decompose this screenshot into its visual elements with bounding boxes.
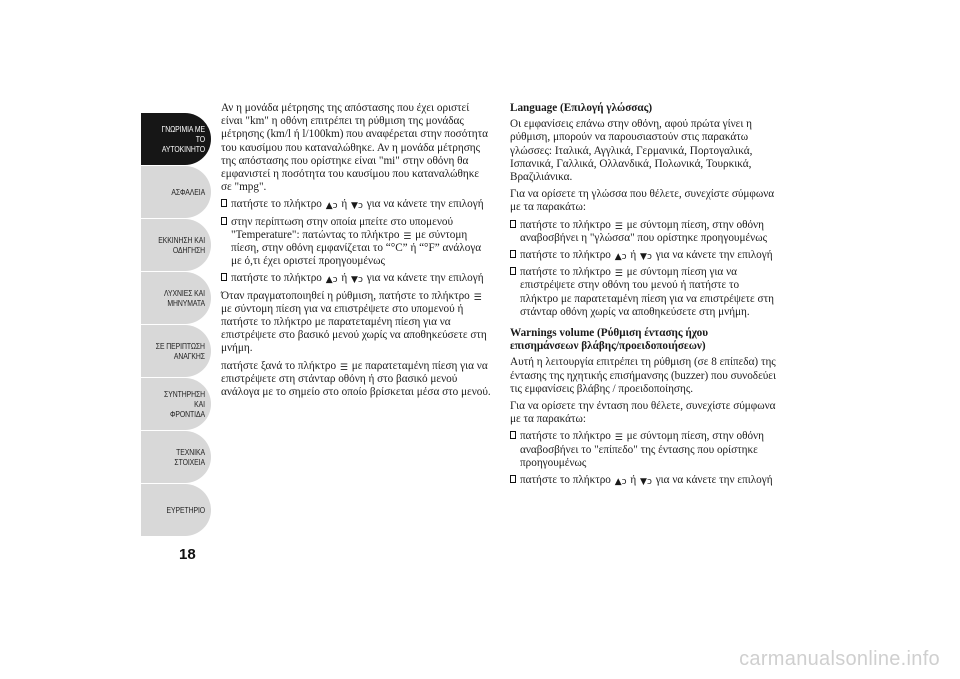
tab-index[interactable] (141, 484, 211, 536)
tab-starting-driving[interactable] (141, 219, 211, 271)
down-button-icon: ▼ↄ (640, 477, 652, 488)
checkbox-bullet-icon (510, 431, 516, 439)
section-heading-language: Language (Επιλογή γλώσσας) (510, 102, 653, 114)
intro-paragraph: Αν η μονάδα μέτρησης της απόστασης που έχει οριστεί είναι "km" η οθόνη επιτρέπει τη ρύθμιση της μονάδας μέτρησης (km/l ή l/100km) που αναφέρεται στην ποσότητα του καυσίμου που καταναλώθηκε. Αν η μονάδα μέτρησης της απόστασης που ορίστηκε είναι "mi" στην οθόνη θα εμφανιστεί η ποσότητα του καυσίμου που καταναλώθηκε σε "mpg". (221, 102, 488, 194)
checkbox-bullet-icon (221, 273, 227, 281)
tab-maintenance[interactable] (141, 378, 211, 430)
tab-label: ΛΥΧΝΙΕΣ ΚΑΙ ΜΗΝΥΜΑΤΑ (163, 288, 205, 308)
up-button-icon: ▲ↄ (614, 252, 627, 263)
bullet-item: στην περίπτωση στην οποία μπείτε στο υπομενού "Temperature": πατώντας το πλήκτρο ☰ με σύντομη πίεση, στην οθόνη εμφανίζεται το “°C” ή “°F” ανάλογα με ό,τι έχει οριστεί προηγουμένως (221, 216, 491, 269)
down-button-icon: ▼ↄ (640, 252, 652, 263)
up-button-icon: ▲ↄ (614, 477, 627, 488)
section-heading-warnings-volume: Warnings volume (Ρύθμιση έντασης ήχου επισημάνσεων βλάβης/προειδοποιήσεων) (510, 327, 709, 353)
tab-label: ΓΝΩΡΙΜΙΑ ΜΕ ΤΟ ΑΥΤΟΚΙΝΗΤΟ (161, 124, 205, 154)
bullet-item: πατήστε το πλήκτρο ☰ με σύντομη πίεση, στην οθόνη αναβοσβήνει η "γλώσσα" που ορίστηκε προηγουμένως (510, 219, 778, 245)
up-button-icon: ▲ↄ (325, 275, 338, 286)
tab-getting-to-know-car[interactable] (141, 113, 211, 165)
down-button-icon: ▼ↄ (351, 201, 363, 212)
tab-emergency[interactable] (141, 325, 211, 377)
watermark: carmanualsonline.info (739, 648, 940, 670)
menu-button-icon: ☰ (614, 269, 623, 280)
tab-label: ΣΥΝΤΗΡΗΣΗ ΚΑΙ ΦΡΟΝΤΙΔΑ (164, 389, 205, 419)
tab-safety[interactable] (141, 166, 211, 218)
checkbox-bullet-icon (510, 267, 516, 275)
menu-button-icon: ☰ (339, 362, 348, 373)
paragraph: Για να ορίσετε την ένταση που θέλετε, συνεχίστε σύμφωνα με τα παρακάτω: (510, 400, 776, 426)
paragraph: Όταν πραγματοποιηθεί η ρύθμιση, πατήστε το πλήκτρο ☰ με σύντομη πίεση για να επιστρέψετε στο υπομενού ή πατήστε το πλήκτρο με παρατεταμένη πίεση για να επιστρέψετε στο βασικό μενού χωρίς να αποθηκεύσετε στη μνήμη. (221, 289, 487, 355)
paragraph: πατήστε ξανά το πλήκτρο ☰ με παρατεταμένη πίεση για να επιστρέψετε στη στάνταρ οθόνη ή στο βασικό μενού ανάλογα με το σημείο στο οποίο βρίσκεται μέσα στο μενού. (221, 359, 491, 399)
down-button-icon: ▼ↄ (351, 275, 363, 286)
paragraph: Για να ορίσετε τη γλώσσα που θέλετε, συνεχίστε σύμφωνα με τα παρακάτω: (510, 188, 775, 214)
checkbox-bullet-icon (510, 220, 516, 228)
left-column (221, 102, 491, 403)
checkbox-bullet-icon (221, 199, 227, 207)
bullet-item: πατήστε το πλήκτρο ☰ με σύντομη πίεση, στην οθόνη αναβοσβήνει το "επίπεδο" της έντασης που ορίστηκε προηγουμένως (510, 430, 778, 470)
section-tabs (141, 113, 211, 537)
checkbox-bullet-icon (510, 475, 516, 483)
checkbox-bullet-icon (221, 217, 227, 225)
paragraph: Οι εμφανίσεις επάνω στην οθόνη, αφού πρώτα γίνει η ρύθμιση, μπορούν να παρουσιαστούν στις παρακάτω γλώσσες: Ιταλικά, Αγγλικά, Γερμανικά, Πορτογαλικά, Ισπανικά, Γαλλικά, Ολλανδικά, Πολωνικά, Τουρκικά, Βραζιλιάνικα. (510, 118, 753, 184)
bullet-item: πατήστε το πλήκτρο ▲ↄ ή ▼ↄ για να κάνετε την επιλογή (221, 198, 491, 211)
tab-label: ΣΕ ΠΕΡΙΠΤΩΣΗ ΑΝΑΓΚΗΣ (155, 341, 205, 361)
page-number: 18 (179, 546, 196, 563)
bullet-item: πατήστε το πλήκτρο ☰ με σύντομη πίεση για να επιστρέψετε στην οθόνη του μενού ή πατήστε το πλήκτρο με παρατεταμένη πίεση για να επιστρέψετε στη στάνταρ οθόνη χωρίς να αποθηκεύσετε στη μνήμη. (510, 266, 778, 319)
bullet-item: πατήστε το πλήκτρο ▲ↄ ή ▼ↄ για να κάνετε την επιλογή (510, 474, 778, 487)
menu-button-icon: ☰ (614, 433, 623, 444)
up-button-icon: ▲ↄ (325, 201, 338, 212)
bullet-item: πατήστε το πλήκτρο ▲ↄ ή ▼ↄ για να κάνετε την επιλογή (221, 272, 491, 285)
tab-label: ΑΣΦΑΛΕΙΑ (171, 187, 205, 197)
tab-label: ΕΥΡΕΤΗΡΙΟ (166, 505, 205, 515)
checkbox-bullet-icon (510, 250, 516, 258)
paragraph: Αυτή η λειτουργία επιτρέπει τη ρύθμιση (σε 8 επίπεδα) της έντασης της ηχητικής επισήμανσης (buzzer) που συνοδεύει τις εμφανίσεις βλάβης / προειδοποίησης. (510, 356, 777, 395)
menu-button-icon: ☰ (403, 231, 412, 242)
tab-label: ΕΚΚΙΝΗΣΗ ΚΑΙ ΟΔΗΓΗΣΗ (158, 235, 205, 255)
menu-button-icon: ☰ (473, 292, 482, 303)
tab-technical-data[interactable] (141, 431, 211, 483)
tab-label: ΤΕΧΝΙΚΑ ΣΤΟΙΧΕΙΑ (174, 447, 205, 467)
tab-warning-lights[interactable] (141, 272, 211, 324)
menu-button-icon: ☰ (614, 221, 623, 232)
right-column (510, 102, 778, 491)
bullet-item: πατήστε το πλήκτρο ▲ↄ ή ▼ↄ για να κάνετε την επιλογή (510, 249, 778, 262)
